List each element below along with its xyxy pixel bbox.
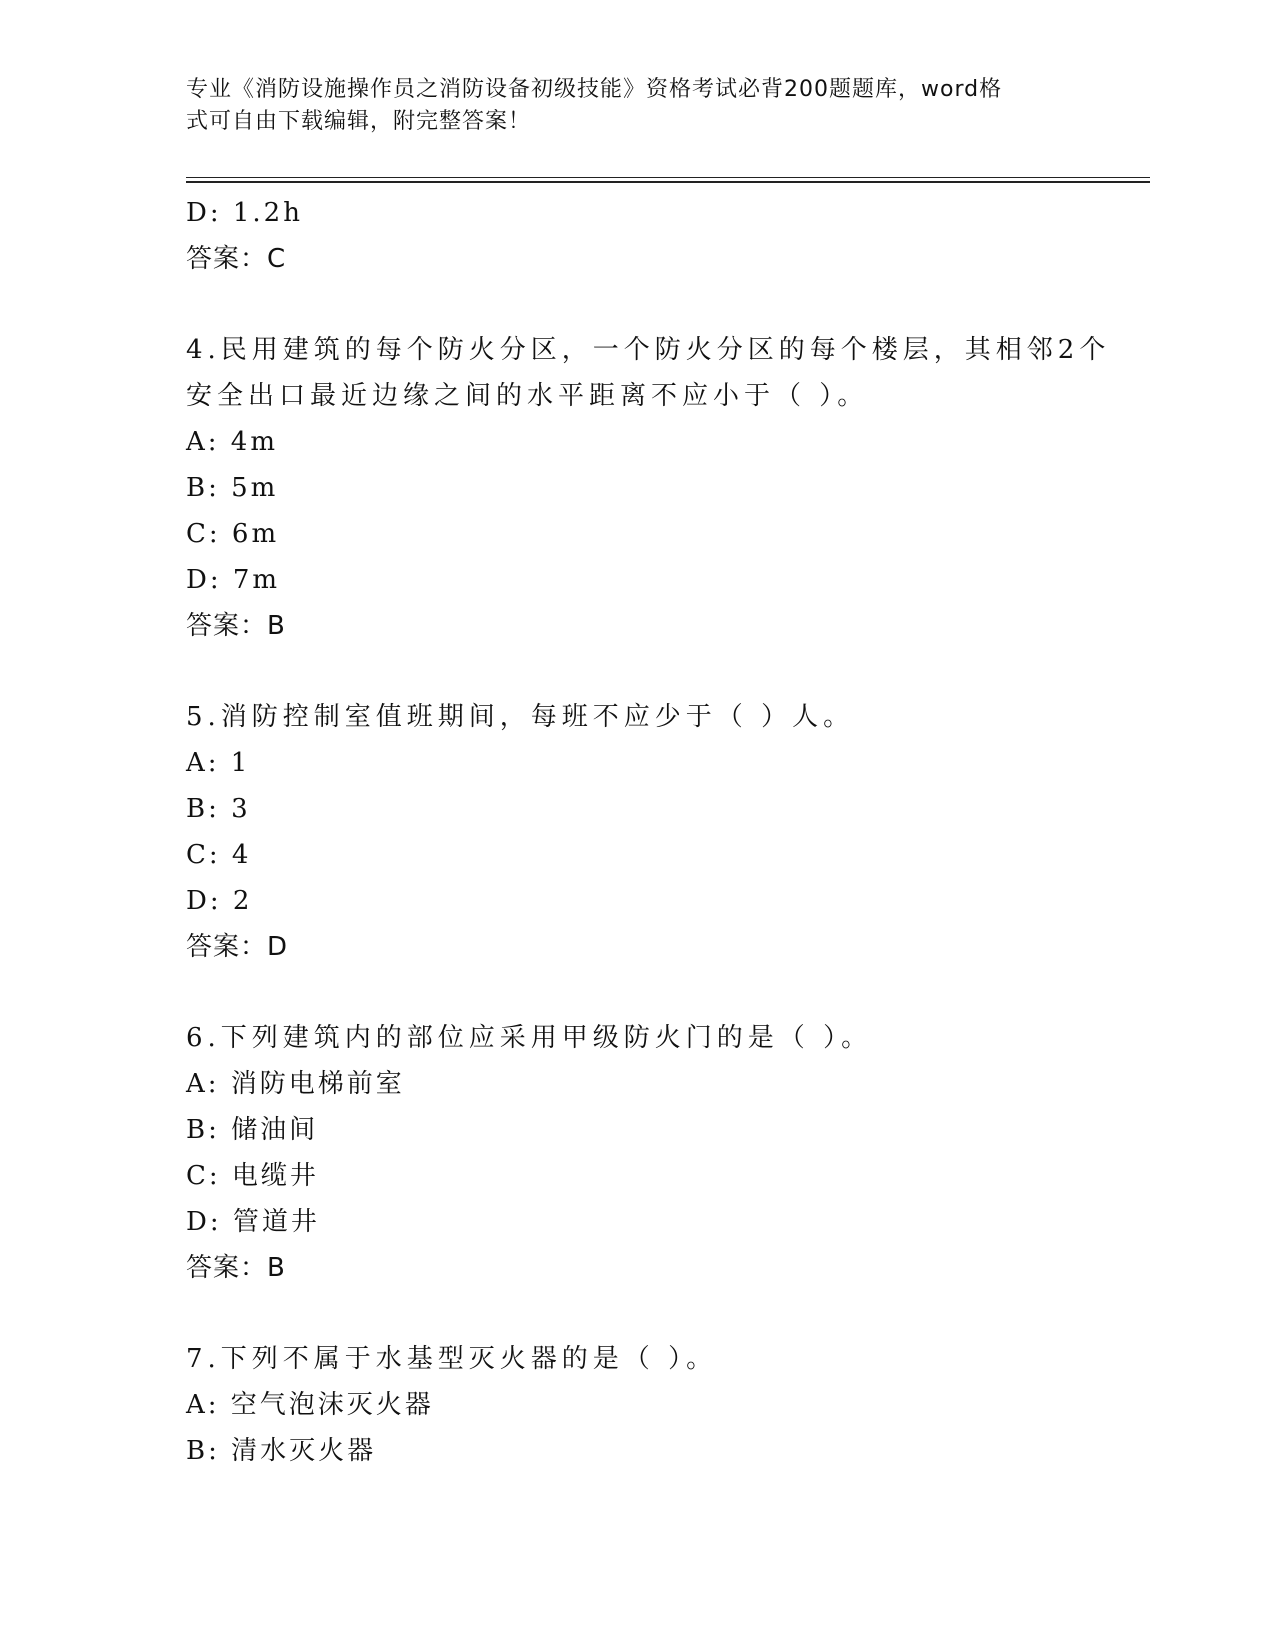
document-header bbox=[186, 74, 1066, 138]
option-c: C: 4 bbox=[186, 840, 252, 870]
answer-line: 答案：B bbox=[186, 611, 286, 641]
header-line-2: 式可自由下载编辑，附完整答案！ bbox=[186, 109, 532, 134]
question-stem: 6.下列建筑内的部位应采用甲级防火门的是（ ）。 bbox=[186, 1023, 873, 1053]
header-divider-thin bbox=[186, 177, 1150, 178]
answer-line: 答案：C bbox=[186, 244, 287, 274]
option-d: D: 管道井 bbox=[186, 1207, 320, 1237]
question-stem: 5.消防控制室值班期间，每班不应少于（ ）人。 bbox=[186, 702, 855, 732]
question-stem: 安全出口最近边缘之间的水平距离不应小于（ ）。 bbox=[186, 381, 869, 411]
answer-line: 答案：B bbox=[186, 1253, 286, 1283]
option-c: C: 6m bbox=[186, 519, 280, 549]
answer-line: 答案：D bbox=[186, 932, 289, 962]
option-a: A: 消防电梯前室 bbox=[186, 1069, 405, 1099]
header-divider-thick bbox=[186, 181, 1150, 183]
option-a: A: 空气泡沫灭火器 bbox=[186, 1390, 434, 1420]
option-b: B: 3 bbox=[186, 794, 251, 824]
option-b: B: 5m bbox=[186, 473, 279, 503]
option-d: D: 1.2h bbox=[186, 198, 303, 228]
option-b: B: 清水灭火器 bbox=[186, 1436, 377, 1466]
option-a: A: 4m bbox=[186, 427, 278, 457]
question-list bbox=[186, 190, 1150, 1474]
header-line-1: 专业《消防设施操作员之消防设备初级技能》资格考试必背200题题库，word格 bbox=[186, 77, 1003, 102]
option-d: D: 2 bbox=[186, 886, 253, 916]
option-a: A: 1 bbox=[186, 748, 251, 778]
option-c: C: 电缆井 bbox=[186, 1161, 319, 1191]
option-d: D: 7m bbox=[186, 565, 281, 595]
question-stem: 7.下列不属于水基型灭火器的是（ ）。 bbox=[186, 1344, 718, 1374]
question-stem: 4.民用建筑的每个防火分区，一个防火分区的每个楼层，其相邻2个 bbox=[186, 335, 1111, 365]
option-b: B: 储油间 bbox=[186, 1115, 319, 1145]
